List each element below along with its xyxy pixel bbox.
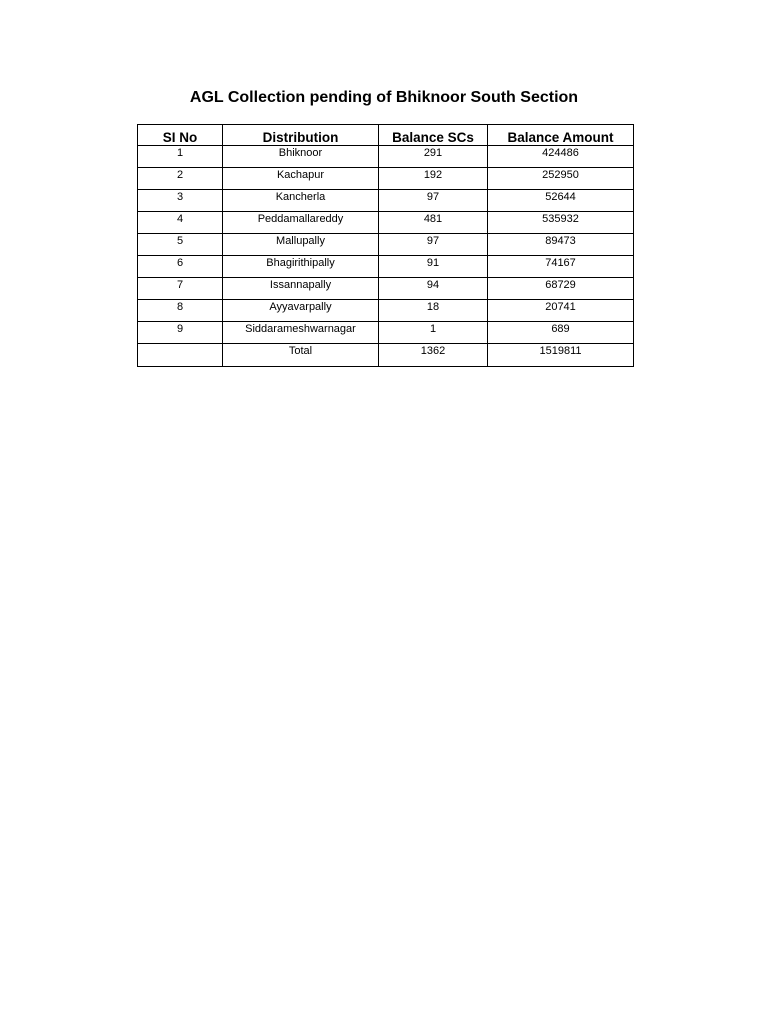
table-row (138, 278, 634, 300)
cell-balance-amount: 689 (488, 322, 634, 344)
cell-balance-scs: 481 (379, 212, 488, 234)
cell-balance-scs: 291 (379, 146, 488, 168)
table-row (138, 234, 634, 256)
cell-distribution: Siddarameshwarnagar (223, 322, 379, 344)
header-distribution: Distribution (223, 125, 379, 146)
cell-distribution: Mallupally (223, 234, 379, 256)
cell-si-no: 4 (138, 212, 223, 234)
cell-si-no: 9 (138, 322, 223, 344)
table-row (138, 300, 634, 322)
cell-balance-amount: 89473 (488, 234, 634, 256)
total-si-no (138, 344, 223, 367)
cell-balance-amount: 68729 (488, 278, 634, 300)
cell-distribution: Issannapally (223, 278, 379, 300)
cell-si-no: 6 (138, 256, 223, 278)
table-row (138, 168, 634, 190)
cell-balance-scs: 97 (379, 234, 488, 256)
cell-balance-scs: 1 (379, 322, 488, 344)
cell-balance-amount: 535932 (488, 212, 634, 234)
cell-balance-scs: 97 (379, 190, 488, 212)
cell-si-no: 5 (138, 234, 223, 256)
total-balance-scs: 1362 (379, 344, 488, 367)
cell-distribution: Kancherla (223, 190, 379, 212)
table-row (138, 322, 634, 344)
total-label: Total (223, 344, 379, 367)
header-balance-scs: Balance SCs (379, 125, 488, 146)
cell-balance-scs: 94 (379, 278, 488, 300)
table-header-row (138, 125, 634, 146)
cell-distribution: Ayyavarpally (223, 300, 379, 322)
cell-distribution: Kachapur (223, 168, 379, 190)
cell-balance-amount: 20741 (488, 300, 634, 322)
collection-table (137, 124, 634, 367)
header-si-no: SI No (138, 125, 223, 146)
cell-balance-scs: 192 (379, 168, 488, 190)
table-row (138, 212, 634, 234)
table-row (138, 256, 634, 278)
cell-si-no: 2 (138, 168, 223, 190)
cell-si-no: 7 (138, 278, 223, 300)
cell-balance-scs: 91 (379, 256, 488, 278)
cell-distribution: Bhagirithipally (223, 256, 379, 278)
total-row (138, 344, 634, 367)
cell-balance-amount: 252950 (488, 168, 634, 190)
cell-distribution: Peddamallareddy (223, 212, 379, 234)
table-row (138, 146, 634, 168)
total-balance-amount: 1519811 (488, 344, 634, 367)
cell-si-no: 8 (138, 300, 223, 322)
cell-balance-amount: 52644 (488, 190, 634, 212)
cell-distribution: Bhiknoor (223, 146, 379, 168)
cell-si-no: 3 (138, 190, 223, 212)
table-row (138, 190, 634, 212)
document-title: AGL Collection pending of Bhiknoor South Section (189, 89, 579, 106)
cell-balance-amount: 424486 (488, 146, 634, 168)
cell-balance-scs: 18 (379, 300, 488, 322)
header-balance-amount: Balance Amount (488, 125, 634, 146)
cell-si-no: 1 (138, 146, 223, 168)
cell-balance-amount: 74167 (488, 256, 634, 278)
